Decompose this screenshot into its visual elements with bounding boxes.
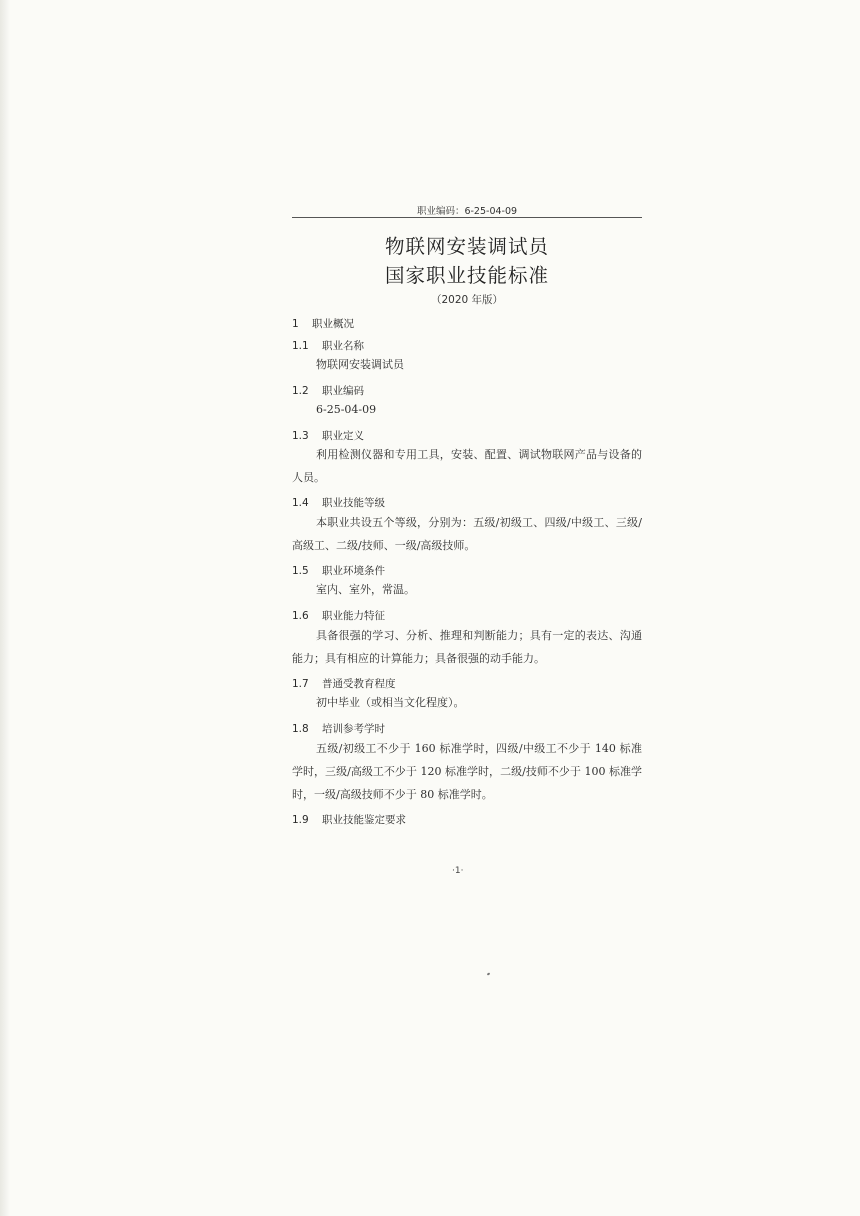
section-title: 培训参考学时 xyxy=(322,723,385,735)
section-heading-1-4 xyxy=(292,495,385,510)
section-heading-1-5 xyxy=(292,563,385,578)
section-heading-1-3 xyxy=(292,428,364,443)
section-number: 1 xyxy=(292,318,299,330)
section-body-1-7: 初中毕业（或相当文化程度）。 xyxy=(316,696,465,709)
document-title-line-2: 国家职业技能标准 xyxy=(384,264,549,287)
document-title-line-1: 物联网安装调试员 xyxy=(384,235,549,258)
section-title: 职业编码 xyxy=(322,385,364,397)
section-title: 职业技能鉴定要求 xyxy=(322,814,406,826)
section-title: 职业名称 xyxy=(322,340,364,352)
section-title: 职业概况 xyxy=(312,318,354,330)
section-number: 1.6 xyxy=(292,610,309,622)
section-heading-1-8 xyxy=(292,721,385,736)
section-number: 1.3 xyxy=(292,430,309,442)
section-body-1-1: 物联网安装调试员 xyxy=(316,358,404,371)
scan-speck xyxy=(487,972,491,975)
section-title: 职业能力特征 xyxy=(322,610,385,622)
section-title: 职业定义 xyxy=(322,430,364,442)
section-number: 1.1 xyxy=(292,340,309,352)
section-body-1-8: 五级/初级工不少于 160 标准学时，四级/中级工不少于 140 标准学时，三级/高级工不少于 120 标准学时，二级/技师不少于 100 标准学时，一级/高级技师不少于 80 标准学时。 xyxy=(292,742,642,801)
section-title: 职业环境条件 xyxy=(322,565,385,577)
section-body-1-4: 本职业共设五个等级，分别为：五级/初级工、四级/中级工、三级/高级工、二级/技师、一级/高级技师。 xyxy=(292,516,642,552)
section-heading-1 xyxy=(292,316,354,331)
section-title: 普通受教育程度 xyxy=(322,678,396,690)
section-heading-1-9 xyxy=(292,812,406,827)
section-number: 1.2 xyxy=(292,385,309,397)
section-body-1-3: 利用检测仪器和专用工具，安装、配置、调试物联网产品与设备的人员。 xyxy=(292,448,642,484)
section-number: 1.7 xyxy=(292,678,309,690)
section-body-1-5: 室内、室外，常温。 xyxy=(316,583,415,596)
page-number: ·1· xyxy=(452,866,464,876)
header-divider xyxy=(292,217,642,218)
section-number: 1.8 xyxy=(292,723,309,735)
section-body-1-2: 6-25-04-09 xyxy=(316,403,377,416)
section-title: 职业技能等级 xyxy=(322,497,385,509)
section-heading-1-6 xyxy=(292,608,385,623)
section-heading-1-1 xyxy=(292,338,364,353)
scan-page-edge xyxy=(0,0,10,1216)
section-number: 1.4 xyxy=(292,497,309,509)
section-body-1-6: 具备很强的学习、分析、推理和判断能力；具有一定的表达、沟通能力；具有相应的计算能力；具备很强的动手能力。 xyxy=(292,629,642,665)
section-heading-1-2 xyxy=(292,383,364,398)
job-code-header: 职业编码：6-25-04-09 xyxy=(416,206,518,217)
section-number: 1.9 xyxy=(292,814,309,826)
section-heading-1-7 xyxy=(292,676,396,691)
edition-label: （2020 年版） xyxy=(430,294,504,306)
section-number: 1.5 xyxy=(292,565,309,577)
